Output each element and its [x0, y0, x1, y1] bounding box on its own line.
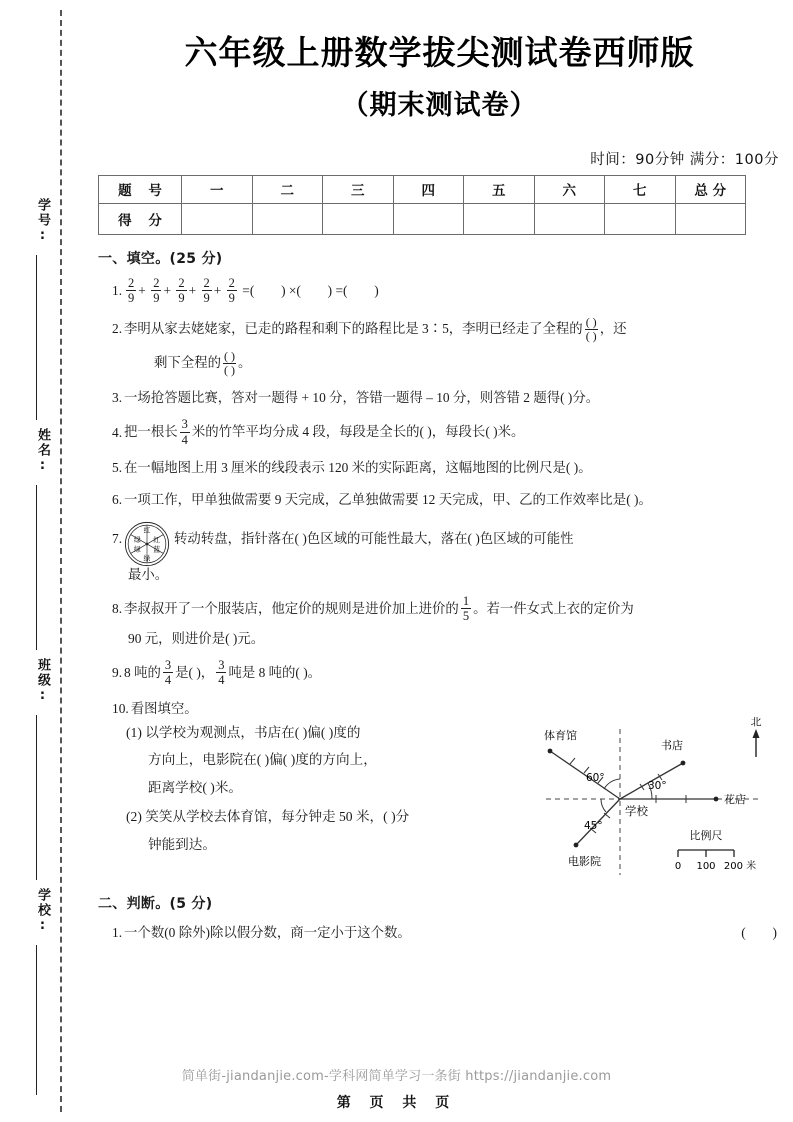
question-1: [98, 275, 783, 306]
map-angle-arc-gym: [604, 779, 620, 789]
spinner-sector-label-2: 红: [153, 535, 161, 544]
question-10-number: 10.: [112, 700, 129, 716]
map-angle-cinema: 45°: [584, 820, 603, 833]
section-heading-true-false: 二、判断。(5 分): [98, 896, 213, 913]
section-heading-fill-in-blank: 一、填空。(25 分): [98, 250, 223, 267]
seal-margin-area: [0, 0, 86, 1122]
fraction-3-4-b-num: 3: [164, 657, 172, 672]
seal-label-student-id: 学号:: [35, 198, 50, 245]
fraction-3-4-c: [216, 659, 226, 687]
score-table-row-label-question: 题 号: [99, 175, 182, 203]
footer-watermark: 简单街-jiandanjie.com-学科网简单学习一条街 https://jiandanjie.com: [181, 1069, 612, 1084]
question-1-body: $\frac{2}{9}$ + $\frac{2}{9}$ + $\frac{2}{9}$ + $\frac{2}{9}$ + $\frac{2}{9}$ =( ) ×( ) =( ): [128, 275, 379, 306]
question-8-line-2[interactable]: 90 元，则进价是( )元。: [128, 630, 265, 646]
fraction-2-9-c: $\frac{2}{9}$: [178, 275, 185, 306]
fraction-2-9-d: $\frac{2}{9}$: [203, 275, 210, 306]
page-title: 六年级上册数学拔尖测试卷西师版: [184, 33, 695, 72]
spinner-sector-label-1: 红: [143, 526, 151, 535]
question-4-text-a: 把一根长: [124, 424, 178, 440]
table-row-header: [99, 175, 746, 203]
table-row-score: [99, 203, 746, 234]
map-point-flowershop: [714, 797, 719, 802]
question-6-number: 6.: [112, 491, 123, 507]
seal-label-class: 班级:: [35, 658, 50, 705]
question-10: [98, 699, 783, 719]
page-subtitle: （期末测试卷）: [341, 89, 538, 121]
spinner-pivot: [146, 542, 149, 545]
question-10-sub1-line3[interactable]: 距离学校( )米。: [148, 779, 243, 795]
score-table-row-label-score: 得 分: [99, 203, 182, 234]
score-cell-7[interactable]: [605, 203, 676, 234]
footer-page-number: 第 页 共 页: [336, 1095, 457, 1111]
question-1-tail[interactable]: =( ) ×( ) =( ): [242, 283, 379, 299]
fraction-1-5: [461, 595, 471, 623]
question-5: [98, 458, 783, 478]
question-7-text-a[interactable]: 转动转盘，指针落在( )色区域的可能性最大，落在( )色区域的可能性: [174, 530, 574, 546]
question-2-text-b: ，还: [599, 321, 627, 337]
question-7-continuation: [98, 565, 783, 585]
question-10-text-column: [98, 723, 524, 855]
seal-label-school: 学校:: [35, 888, 50, 935]
fraction-1-5-den: 5: [462, 609, 470, 624]
question-2-line-2: [124, 351, 251, 377]
fraction-3-4-b-den: 4: [164, 673, 172, 688]
map-label-bookstore: 书店: [661, 739, 683, 753]
map-label-cinema: 电影院: [568, 855, 601, 869]
map-label-flowershop: 花店: [724, 793, 746, 807]
fraction-3-4-c-den: 4: [218, 673, 225, 688]
fraction-blank-1-denominator[interactable]: ( ): [585, 328, 597, 343]
score-cell-total[interactable]: [675, 203, 746, 234]
question-4-text-b[interactable]: 米的竹竿平均分成 4 段，每段是全长的( )，每段长( )米。: [191, 424, 525, 440]
question-7: [98, 521, 783, 563]
question-tf-1-answer-bracket[interactable]: ( ): [741, 925, 777, 941]
question-3: [98, 388, 783, 408]
fraction-2-9-a: $\frac{2}{9}$: [128, 275, 135, 306]
fraction-blank-1-numerator[interactable]: ( ): [585, 314, 597, 329]
direction-map-figure: [528, 717, 778, 888]
question-4-body: [124, 419, 783, 447]
fraction-3-4-c-num: 3: [218, 657, 225, 672]
question-6: [98, 490, 783, 510]
question-8-text-a: 李叔叔开了一个服装店，他定价的规则是进价加上进价的: [124, 600, 459, 616]
map-point-gym: [548, 749, 553, 754]
question-9-text-c[interactable]: 吨是 8 吨的( )。: [228, 665, 322, 681]
fraction-3-4-a-num: 3: [181, 417, 188, 432]
fraction-blank-2-numerator[interactable]: ( ): [224, 349, 235, 364]
question-tf-1-number: 1.: [112, 925, 123, 941]
question-7-number: 7.: [112, 530, 123, 546]
spinner-sector-label-5: 绿: [133, 545, 141, 554]
question-8-number: 8.: [112, 600, 123, 616]
question-5-text[interactable]: 在一幅地图上用 3 厘米的线段表示 120 米的实际距离，这幅地图的比例尺是( )。: [124, 460, 592, 476]
question-10-title: 看图填空。: [130, 700, 198, 716]
north-arrow-head: [753, 729, 760, 738]
fraction-3-4-a: [180, 418, 190, 446]
map-scale-tick-200: 200 米: [723, 861, 757, 873]
spinner-svg: [124, 521, 170, 567]
question-9: [98, 657, 783, 688]
question-tf-1: [98, 923, 783, 943]
map-scale-tick-0: 0: [674, 861, 682, 873]
map-scale-bar: [678, 850, 734, 857]
score-cell-2[interactable]: [252, 203, 323, 234]
spinner-sector-label-4: 绿: [143, 554, 151, 563]
map-point-cinema: [574, 843, 579, 848]
page-footer: [0, 1065, 793, 1112]
question-10-sub1-line2[interactable]: 方向上，电影院在( )偏( )度的方向上，: [148, 752, 377, 768]
question-10-content: [98, 717, 783, 888]
fraction-3-4-a-den: 4: [181, 432, 188, 447]
question-8-continuation: [98, 629, 783, 649]
question-tf-1-text: 一个数(0 除外)除以假分数，商一定小于这个数。: [124, 925, 411, 941]
fraction-2-9-e: $\frac{2}{9}$: [228, 275, 235, 306]
score-table-col-total: 总 分: [675, 175, 746, 203]
seal-rule-1: [36, 255, 37, 420]
score-table-col-3: 三: [323, 175, 394, 203]
score-table-col-5: 五: [464, 175, 535, 203]
map-label-school: 学校: [625, 804, 648, 819]
question-7-body: [124, 521, 783, 563]
direction-map-svg: [528, 717, 778, 882]
title-block: [86, 0, 793, 122]
seal-rule-3: [36, 715, 37, 880]
fraction-blank-1[interactable]: [585, 316, 598, 342]
question-1-number: 1.: [112, 283, 123, 299]
question-9-text-a: 8 吨的: [124, 665, 161, 681]
fraction-2-9-b: $\frac{2}{9}$: [153, 275, 160, 306]
question-2-text-d: 。: [238, 355, 252, 371]
fraction-blank-2-denominator[interactable]: ( ): [224, 362, 235, 377]
question-2-line-1: [124, 314, 783, 343]
seal-dashed-line: [60, 10, 62, 1112]
score-table-col-7: 七: [605, 175, 676, 203]
question-2-body: [124, 314, 783, 377]
map-scale-title: 比例尺: [689, 829, 723, 843]
score-table-col-4: 四: [393, 175, 464, 203]
exam-meta-text: 时间：90分钟 满分：100分: [590, 151, 779, 168]
score-cell-3[interactable]: [323, 203, 394, 234]
question-7-text-b: 最小。: [128, 566, 169, 582]
map-angle-gym: 60°: [586, 772, 605, 785]
fraction-1-5-num: 1: [462, 593, 470, 608]
question-4-number: 4.: [112, 424, 123, 440]
question-9-number: 9.: [112, 665, 123, 681]
seal-label-name: 姓名:: [35, 428, 50, 475]
question-8-text-b: 。若一件女式上衣的定价为: [473, 600, 634, 616]
question-5-number: 5.: [112, 460, 123, 476]
score-table-col-1: 一: [182, 175, 253, 203]
spinner-sector-label-6: 绿: [133, 535, 141, 544]
question-2-number: 2.: [112, 321, 123, 337]
question-6-text[interactable]: 一项工作，甲单独做需要 9 天完成，乙单独做需要 12 天完成，甲、乙的工作效率比是( )。: [124, 491, 652, 507]
question-8: [98, 593, 783, 624]
score-table-col-6: 六: [534, 175, 605, 203]
question-9-text-b[interactable]: 是( )，: [175, 665, 215, 681]
map-label-gym: 体育馆: [544, 729, 577, 743]
question-10-sub2-line1[interactable]: (2) 笑笑从学校去体育馆，每分钟走 50 米，( )分: [126, 809, 410, 825]
seal-rule-2: [36, 485, 37, 650]
question-8-body: [124, 593, 783, 624]
spinner-sector-label-3: 蓝: [153, 545, 161, 554]
score-cell-6[interactable]: [534, 203, 605, 234]
question-9-body: [124, 657, 783, 688]
fraction-blank-2[interactable]: [223, 350, 236, 376]
question-3-text[interactable]: 一场抢答题比赛，答对一题得 + 10 分，答错一题得 – 10 分，则答错 2 题得( )分。: [124, 390, 600, 406]
score-table-col-2: 二: [252, 175, 323, 203]
score-cell-5[interactable]: [464, 203, 535, 234]
question-3-number: 3.: [112, 390, 123, 406]
score-cell-1[interactable]: [182, 203, 253, 234]
map-angle-arc-cinema: [601, 799, 606, 812]
question-2: [98, 314, 783, 377]
question-4: [98, 419, 783, 447]
map-ray-gym: [550, 751, 620, 799]
map-point-bookstore: [681, 761, 686, 766]
question-10-sub2-line2: 钟能到达。: [148, 836, 216, 852]
question-10-sub1-line1[interactable]: (1) 以学校为观测点，书店在( )偏( )度的: [126, 725, 361, 741]
map-label-north: 北: [750, 717, 762, 729]
score-cell-4[interactable]: [393, 203, 464, 234]
map-angle-bookstore: 30°: [648, 780, 667, 793]
score-table: [98, 175, 746, 235]
questions-area: [98, 249, 783, 944]
map-scale-tick-100: 100: [696, 861, 716, 873]
question-2-text-c: 剩下全程的: [154, 355, 221, 371]
question-2-text-a: 李明从家去姥姥家，已走的路程和剩下的路程比是 3∶5，李明已经走了全程的: [124, 321, 583, 337]
fraction-3-4-b: [163, 659, 173, 687]
exam-sheet: [86, 0, 793, 1122]
